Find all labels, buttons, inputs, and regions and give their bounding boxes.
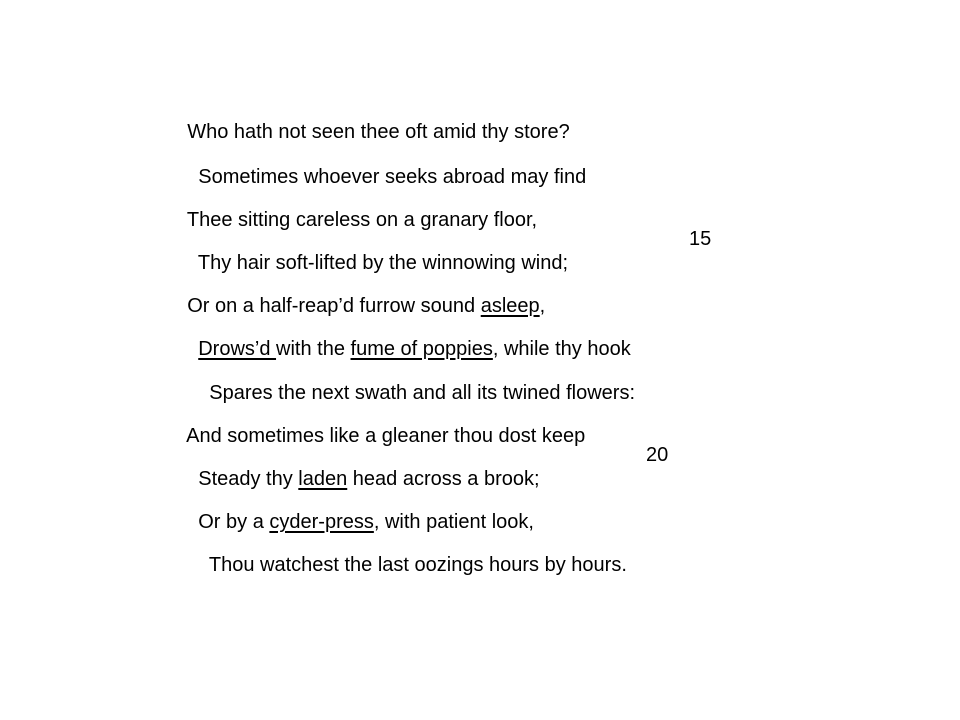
line-text: Thou watchest the last oozings hours by hours.: [208, 554, 627, 576]
underlined-word-cyder-press: cyder-press: [269, 511, 374, 533]
line-text: Or by a: [198, 511, 270, 533]
line-text: Thee sitting careless on a granary floor,: [186, 209, 538, 231]
line-text: head across a brook;: [347, 468, 540, 490]
line-text: ,: [539, 295, 546, 317]
line-text: And sometimes like a gleaner thou dost keep: [186, 425, 586, 447]
line-text: with the: [276, 338, 351, 360]
underlined-word-asleep: asleep: [480, 295, 540, 317]
line-text: , while thy hook: [492, 338, 631, 360]
poem-line-11: [187, 529, 627, 601]
underlined-word-laden: laden: [298, 468, 348, 490]
line-text: , with patient look,: [373, 511, 534, 533]
line-number-20: 20: [646, 444, 669, 466]
underlined-phrase-fume-of-poppies: fume of poppies: [350, 338, 493, 360]
underlined-word-drowsd: Drows’d: [198, 338, 277, 360]
line-text: Spares the next swath and all its twined flowers:: [209, 382, 636, 404]
line-text: Sometimes whoever seeks abroad may find: [198, 166, 587, 188]
line-text: Who hath not seen thee oft amid thy store?: [187, 121, 570, 143]
line-text: Or on a half-reap’d furrow sound: [187, 295, 481, 317]
line-text: Thy hair soft-lifted by the winnowing wind;: [197, 252, 569, 274]
line-number-15: 15: [689, 228, 712, 250]
line-text: Steady thy: [198, 468, 299, 490]
